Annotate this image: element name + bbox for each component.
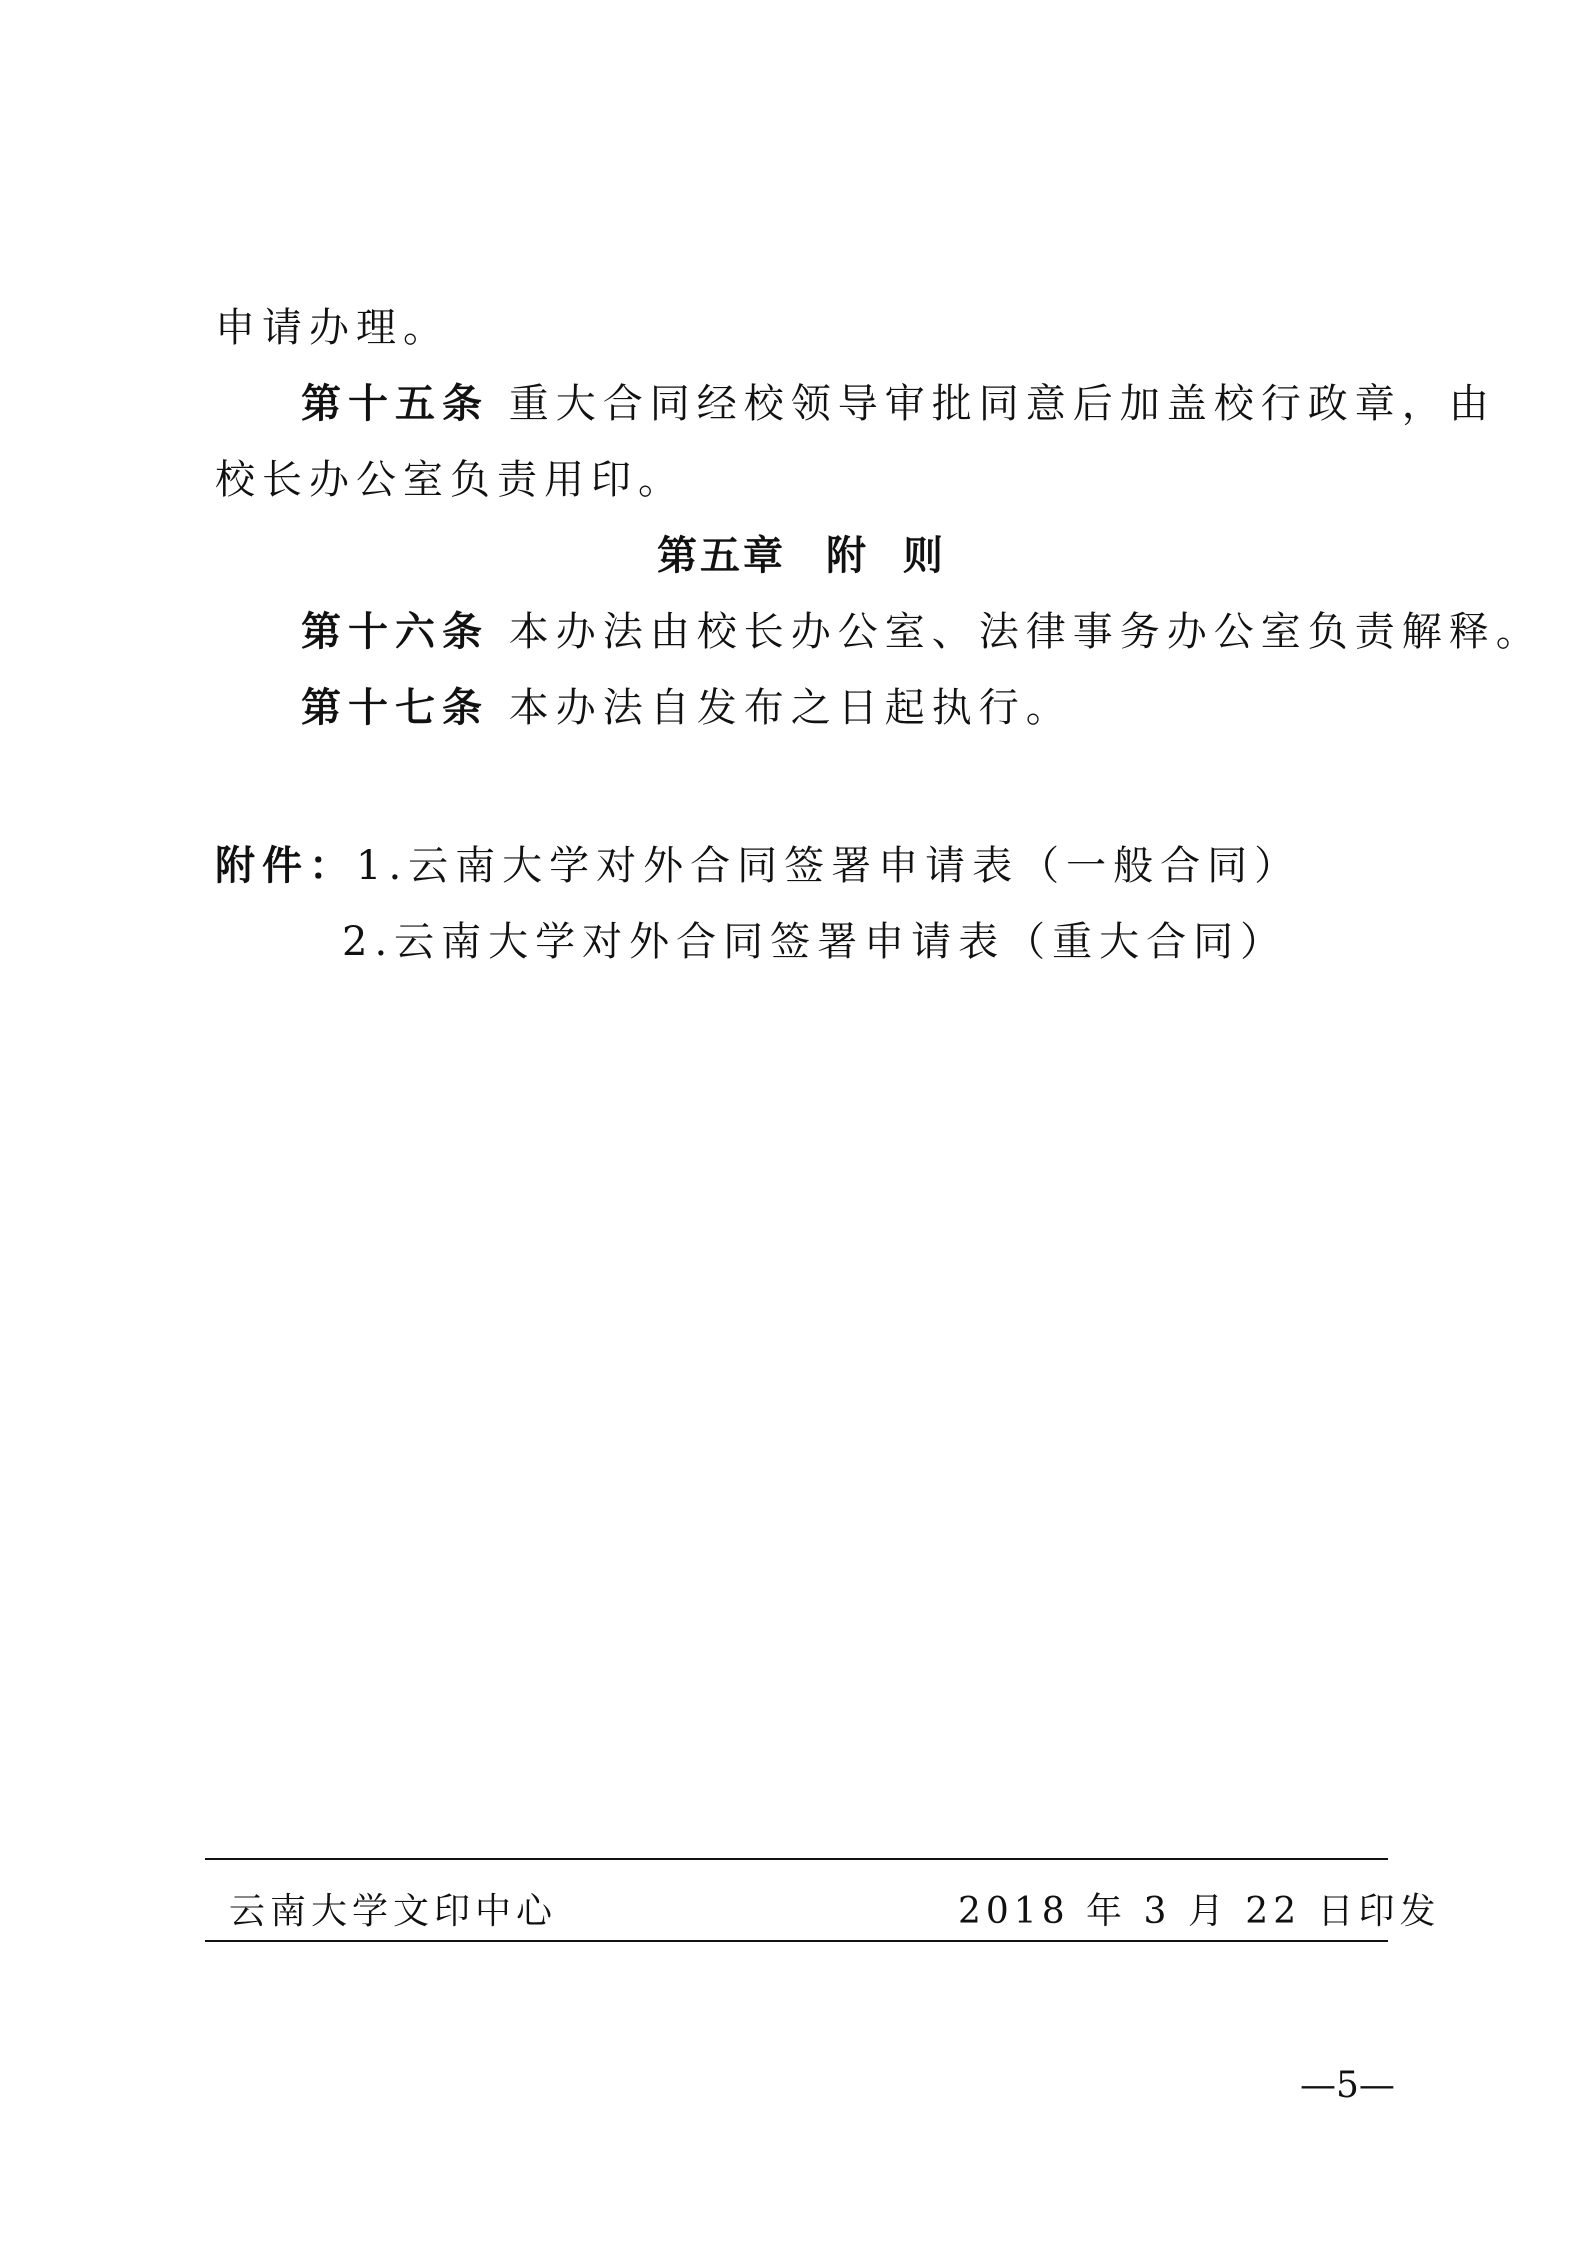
- chapter-title: 附 则: [826, 533, 946, 579]
- attachments-label: 附件：: [215, 843, 356, 889]
- article-15-text-line1: 重大合同经校领导审批同意后加盖校行政章，由: [508, 381, 1496, 427]
- article-16-text: 本办法由校长办公室、法律事务办公室负责解释。: [508, 609, 1543, 655]
- article-16-title: 第十六条: [301, 609, 489, 655]
- attachment-item-2: 2.云南大学对外合同签署申请表（重大合同）: [342, 919, 1288, 965]
- attachments: [215, 838, 1301, 894]
- attachment-item-1: 1.云南大学对外合同签署申请表（一般合同）: [356, 843, 1302, 889]
- article-17-title: 第十七条: [301, 685, 489, 731]
- footer-issuer: 云南大学文印中心: [229, 1891, 558, 1932]
- chapter-heading: [657, 528, 946, 584]
- chapter-label: 第五章: [657, 533, 786, 579]
- footer-date: 2018 年 3 月 22 日印发: [958, 1891, 1441, 1932]
- footer-top-rule: [205, 1858, 1388, 1860]
- article-15-title: 第十五条: [301, 381, 489, 427]
- article-15: [301, 376, 1496, 432]
- footer-bottom-rule: [205, 1940, 1388, 1942]
- article-17-text: 本办法自发布之日起执行。: [508, 685, 1073, 731]
- article-17: [301, 680, 1073, 736]
- article-15-text-line2: 校长办公室负责用印。: [215, 457, 685, 503]
- article-16: [301, 604, 1543, 660]
- page-number: —5—: [1300, 2065, 1395, 2106]
- paragraph-continuation: 申请办理。: [215, 305, 450, 351]
